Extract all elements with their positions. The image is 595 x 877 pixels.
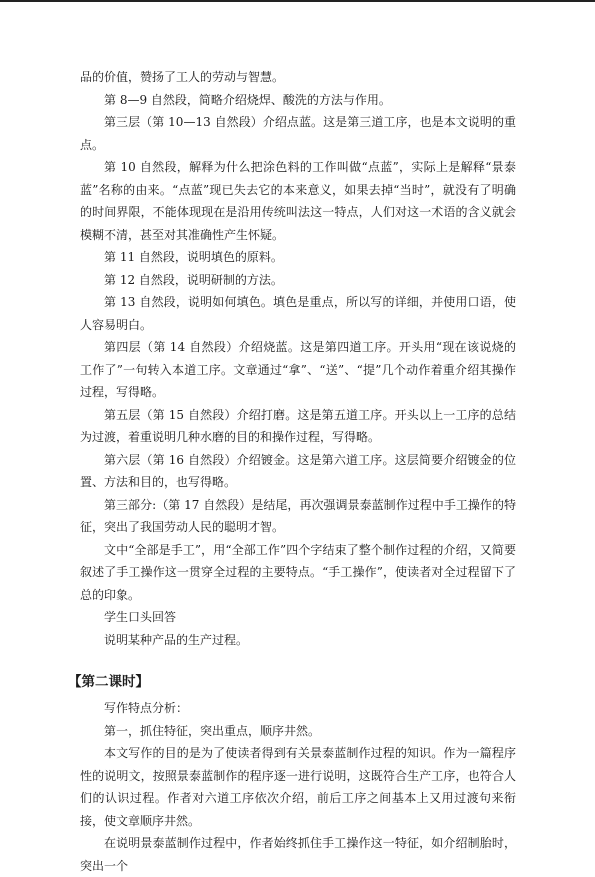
paragraph: 本文写作的目的是为了使读者得到有关景泰蓝制作过程的知识。作为一篇程序性的说明文，按照景泰蓝制作的程序逐一进行说明，这既符合生产工序，也符合人们的认识过程。作者对六道工序依次介绍，前后工序之间基本上又用过渡句来衔接，使文章顺序井然。 [80,746,516,828]
paragraph: 第 8—9 自然段，简略介绍烧焊、酸洗的方法与作用。 [104,92,391,107]
paragraph: 第 12 自然段，说明研制的方法。 [104,272,283,287]
paragraphs-part-2 [80,697,516,877]
paragraph: 写作特点分析： [104,701,189,715]
section-heading: 【第二课时】 [68,674,149,690]
paragraph: 说明某种产品的生产过程。 [104,632,249,647]
paragraphs-part-1 [80,66,516,651]
paragraph: 第四层（第 14 自然段）介绍烧蓝。这是第四道工序。开头用“现在该说烧的工作了”一句转入本道工序。文章通过“拿”、“送”、“提”几个动作着重介绍其操作过程，写得略。 [80,340,516,399]
paragraph: 第六层（第 16 自然段）介绍镀金。这是第六道工序。这层简要介绍镀金的位置、方法和目的，也写得略。 [80,452,516,489]
paragraph: 在说明景泰蓝制作过程中，作者始终抓住手工操作这一特征，如介绍制胎时，突出一个 [80,836,516,873]
paragraph: 第 13 自然段，说明如何填色。填色是重点，所以写的详细，并使用口语，使人容易明白。 [80,295,516,332]
paragraph: 品的价值，赞扬了工人的劳动与智慧。 [80,70,285,84]
paragraph: 第三部分:（第 17 自然段）是结尾，再次强调景泰蓝制作过程中手工操作的特征，突出了我国劳动人民的聪明才智。 [80,497,516,534]
document-body [68,66,516,877]
paragraph: 文中“全部是手工”，用“全部工作”四个字结束了整个制作过程的介绍，又简要叙述了手工操作这一贯穿全过程的主要特点。“手工操作”，使读者对全过程留下了总的印象。 [80,542,516,602]
paragraph: 第一，抓住特征，突出重点，顺序井然。 [104,723,321,738]
page-top-rule [0,0,595,2]
section-gap [80,651,516,657]
paragraph: 学生口头回答 [104,610,177,624]
paragraph: 第五层（第 15 自然段）介绍打磨。这是第五道工序。开头以上一工序的总结为过渡，着重说明几种水磨的目的和操作过程，写得略。 [80,407,516,444]
paragraph: 第 11 自然段，说明填色的原料。 [104,250,283,264]
paragraph: 第 10 自然段，解释为什么把涂色料的工作叫做“点蓝”，实际上是解释“景泰蓝”名称的由来。“点蓝”现已失去它的本来意义，如果去掉“当时”，就没有了明确的时间界限，不能体现现在是沿用传统叫法这一特点，人们对这一术语的含义就会模糊不清，甚至对其准确性产生怀疑。 [80,160,516,242]
paragraph: 第三层（第 10—13 自然段）介绍点蓝。这是第三道工序，也是本文说明的重点。 [80,115,516,152]
